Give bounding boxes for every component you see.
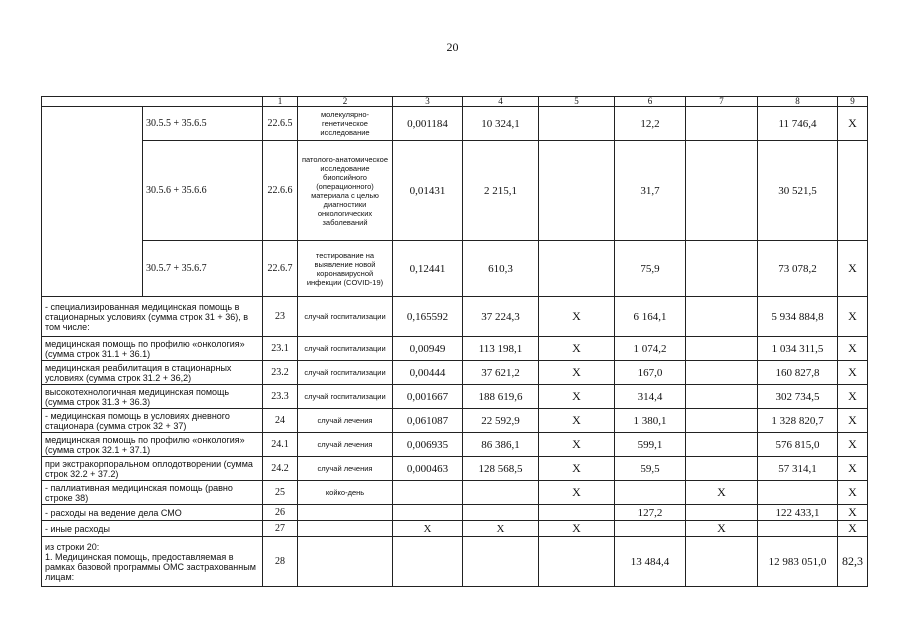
row-name: медицинская помощь по профилю «онкология» (сумма строк 32.1 + 37.1): [42, 433, 263, 457]
cell-col3: 0,165592: [393, 297, 463, 337]
cell-col5: [539, 505, 615, 521]
row-unit: койко-день: [298, 481, 393, 505]
cell-col8: 5 934 884,8: [758, 297, 838, 337]
cell-col4: 610,3: [463, 241, 539, 297]
table-row: [42, 361, 868, 385]
cell-col5: [539, 107, 615, 141]
row-line-number: 24: [263, 409, 298, 433]
table-row: [42, 481, 868, 505]
row-name: медицинская реабилитация в стационарных условиях (сумма строк 31.2 + 36,2): [42, 361, 263, 385]
row-formula: 30.5.7 + 35.6.7: [143, 241, 263, 297]
cell-col8: 576 815,0: [758, 433, 838, 457]
cell-col6: [615, 521, 686, 537]
cell-col5: X: [539, 457, 615, 481]
cell-col9: 82,3: [838, 537, 868, 587]
table-row: [42, 409, 868, 433]
table-row: [42, 433, 868, 457]
cell-col8: 122 433,1: [758, 505, 838, 521]
cell-col5: X: [539, 297, 615, 337]
row-line-number: 24.1: [263, 433, 298, 457]
row-name: - иные расходы: [42, 521, 263, 537]
header-cell: 9: [838, 97, 868, 107]
row-unit: патолого-анатомическое исследование биопсийного (операционного) материала с целью диагностики онкологических заболеваний: [298, 141, 393, 241]
cell-col4: 128 568,5: [463, 457, 539, 481]
cell-col8: 30 521,5: [758, 141, 838, 241]
row-unit: случай госпитализации: [298, 361, 393, 385]
cell-col6: 6 164,1: [615, 297, 686, 337]
cell-col9: X: [838, 409, 868, 433]
table-row: [42, 521, 868, 537]
cell-col5: X: [539, 433, 615, 457]
cell-col3: [393, 481, 463, 505]
cell-col8: 73 078,2: [758, 241, 838, 297]
cell-col8: [758, 521, 838, 537]
cell-col9: X: [838, 433, 868, 457]
cell-col9: X: [838, 481, 868, 505]
cell-col8: 1 328 820,7: [758, 409, 838, 433]
row-line-number: 23.3: [263, 385, 298, 409]
cell-col3: 0,000463: [393, 457, 463, 481]
cell-col6: 1 380,1: [615, 409, 686, 433]
row-unit: случай лечения: [298, 409, 393, 433]
cell-col5: X: [539, 385, 615, 409]
row-line-number: 22.6.5: [263, 107, 298, 141]
cell-col3: 0,001667: [393, 385, 463, 409]
cell-col6: 59,5: [615, 457, 686, 481]
row-name: при экстракорпоральном оплодотворении (сумма строк 32.2 + 37.2): [42, 457, 263, 481]
table-row: [42, 457, 868, 481]
cell-col6: 167,0: [615, 361, 686, 385]
cell-col4: 2 215,1: [463, 141, 539, 241]
cell-col4: 37 224,3: [463, 297, 539, 337]
cell-col3: [393, 537, 463, 587]
cell-col8: 160 827,8: [758, 361, 838, 385]
cell-col5: X: [539, 409, 615, 433]
cell-col5: X: [539, 337, 615, 361]
cell-col9: X: [838, 385, 868, 409]
row-unit: случай госпитализации: [298, 297, 393, 337]
header-cell: 8: [758, 97, 838, 107]
row-line-number: 25: [263, 481, 298, 505]
cell-col8: 302 734,5: [758, 385, 838, 409]
row-name: из строки 20: 1. Медицинская помощь, предоставляемая в рамках базовой программы ОМС застрахованным лицам:: [42, 537, 263, 587]
row-name: - специализированная медицинская помощь в стационарных условиях (сумма строк 31 + 36), в том числе:: [42, 297, 263, 337]
row-unit: молекулярно-генетическое исследование: [298, 107, 393, 141]
row-unit: случай лечения: [298, 433, 393, 457]
cell-col5: X: [539, 361, 615, 385]
page-number: 20: [446, 40, 459, 54]
cell-col9: X: [838, 505, 868, 521]
cell-col7: [686, 361, 758, 385]
table-row: [42, 107, 868, 141]
cell-col3: [393, 505, 463, 521]
cell-col4: 10 324,1: [463, 107, 539, 141]
cell-col6: 12,2: [615, 107, 686, 141]
cell-col5: X: [539, 521, 615, 537]
cell-col6: 314,4: [615, 385, 686, 409]
row-unit: случай госпитализации: [298, 337, 393, 361]
cell-col3: 0,00949: [393, 337, 463, 361]
cell-col9: X: [838, 297, 868, 337]
row-line-number: 22.6.7: [263, 241, 298, 297]
header-cell: 5: [539, 97, 615, 107]
cell-col7: [686, 107, 758, 141]
cell-col7: [686, 241, 758, 297]
row-formula: 30.5.6 + 35.6.6: [143, 141, 263, 241]
row-unit: случай лечения: [298, 457, 393, 481]
cell-col3: 0,00444: [393, 361, 463, 385]
cell-col7: [686, 433, 758, 457]
cell-col3: 0,001184: [393, 107, 463, 141]
header-cell: 1: [263, 97, 298, 107]
cell-col3: 0,061087: [393, 409, 463, 433]
cell-col4: 37 621,2: [463, 361, 539, 385]
cell-col6: 75,9: [615, 241, 686, 297]
cell-col4: [463, 481, 539, 505]
row-line-number: 28: [263, 537, 298, 587]
cell-col9: [838, 141, 868, 241]
cell-col6: [615, 481, 686, 505]
cell-col9: X: [838, 337, 868, 361]
cell-col7: [686, 141, 758, 241]
table-row-summary: [42, 537, 868, 587]
row-unit: [298, 505, 393, 521]
table-row: [42, 385, 868, 409]
header-cell: 2: [298, 97, 393, 107]
cell-col4: 86 386,1: [463, 433, 539, 457]
column-number-row: [42, 97, 868, 107]
table-row: [42, 297, 868, 337]
cell-col8: 57 314,1: [758, 457, 838, 481]
cell-col8: 11 746,4: [758, 107, 838, 141]
cell-col7: [686, 505, 758, 521]
cell-col3: 0,006935: [393, 433, 463, 457]
row-name: - паллиативная медицинская помощь (равно строке 38): [42, 481, 263, 505]
cell-col4: 113 198,1: [463, 337, 539, 361]
cell-col7: X: [686, 481, 758, 505]
cell-col9: X: [838, 521, 868, 537]
header-cell-label: [42, 97, 263, 107]
cell-col6: 599,1: [615, 433, 686, 457]
cell-col5: [539, 141, 615, 241]
header-cell: 3: [393, 97, 463, 107]
row-unit: [298, 537, 393, 587]
cell-col8: [758, 481, 838, 505]
cell-col4: 188 619,6: [463, 385, 539, 409]
financial-table: [41, 96, 868, 587]
header-cell: 7: [686, 97, 758, 107]
cell-col4: [463, 537, 539, 587]
cell-col9: X: [838, 457, 868, 481]
cell-col5: [539, 537, 615, 587]
cell-col7: [686, 297, 758, 337]
row-unit: тестирование на выявление новой коронавирусной инфекции (COVID-19): [298, 241, 393, 297]
cell-col7: [686, 457, 758, 481]
cell-col6: 31,7: [615, 141, 686, 241]
table-row: [42, 337, 868, 361]
cell-col7: X: [686, 521, 758, 537]
row-unit: [298, 521, 393, 537]
cell-col4: 22 592,9: [463, 409, 539, 433]
cell-col3: 0,12441: [393, 241, 463, 297]
cell-col4: X: [463, 521, 539, 537]
cell-col8: 1 034 311,5: [758, 337, 838, 361]
cell-col8: 12 983 051,0: [758, 537, 838, 587]
row-formula: 30.5.5 + 35.6.5: [143, 107, 263, 141]
row-line-number: 27: [263, 521, 298, 537]
table-row: [42, 505, 868, 521]
header-cell: 6: [615, 97, 686, 107]
row-name: - медицинская помощь в условиях дневного стационара (сумма строк 32 + 37): [42, 409, 263, 433]
cell-col3: 0,01431: [393, 141, 463, 241]
row-line-number: 26: [263, 505, 298, 521]
row-name: медицинская помощь по профилю «онкология» (сумма строк 31.1 + 36.1): [42, 337, 263, 361]
cell-col5: [539, 241, 615, 297]
cell-col5: X: [539, 481, 615, 505]
cell-col4: [463, 505, 539, 521]
cell-col7: [686, 537, 758, 587]
cell-col6: 13 484,4: [615, 537, 686, 587]
row-name: - расходы на ведение дела СМО: [42, 505, 263, 521]
cell-col9: X: [838, 361, 868, 385]
row-line-number: 23.1: [263, 337, 298, 361]
cell-col7: [686, 337, 758, 361]
cell-col7: [686, 409, 758, 433]
table-row: [42, 141, 868, 241]
row-line-number: 24.2: [263, 457, 298, 481]
row-name: высокотехнологичная медицинская помощь (сумма строк 31.3 + 36.3): [42, 385, 263, 409]
table-row: [42, 241, 868, 297]
cell-col6: 127,2: [615, 505, 686, 521]
cell-col6: 1 074,2: [615, 337, 686, 361]
header-cell: 4: [463, 97, 539, 107]
cell-col9: X: [838, 107, 868, 141]
row-line-number: 23: [263, 297, 298, 337]
cell-col7: [686, 385, 758, 409]
cell-col3: X: [393, 521, 463, 537]
cell-col9: X: [838, 241, 868, 297]
row-unit: случай госпитализации: [298, 385, 393, 409]
row-line-number: 22.6.6: [263, 141, 298, 241]
row-line-number: 23.2: [263, 361, 298, 385]
row-name-cell: [42, 107, 143, 297]
